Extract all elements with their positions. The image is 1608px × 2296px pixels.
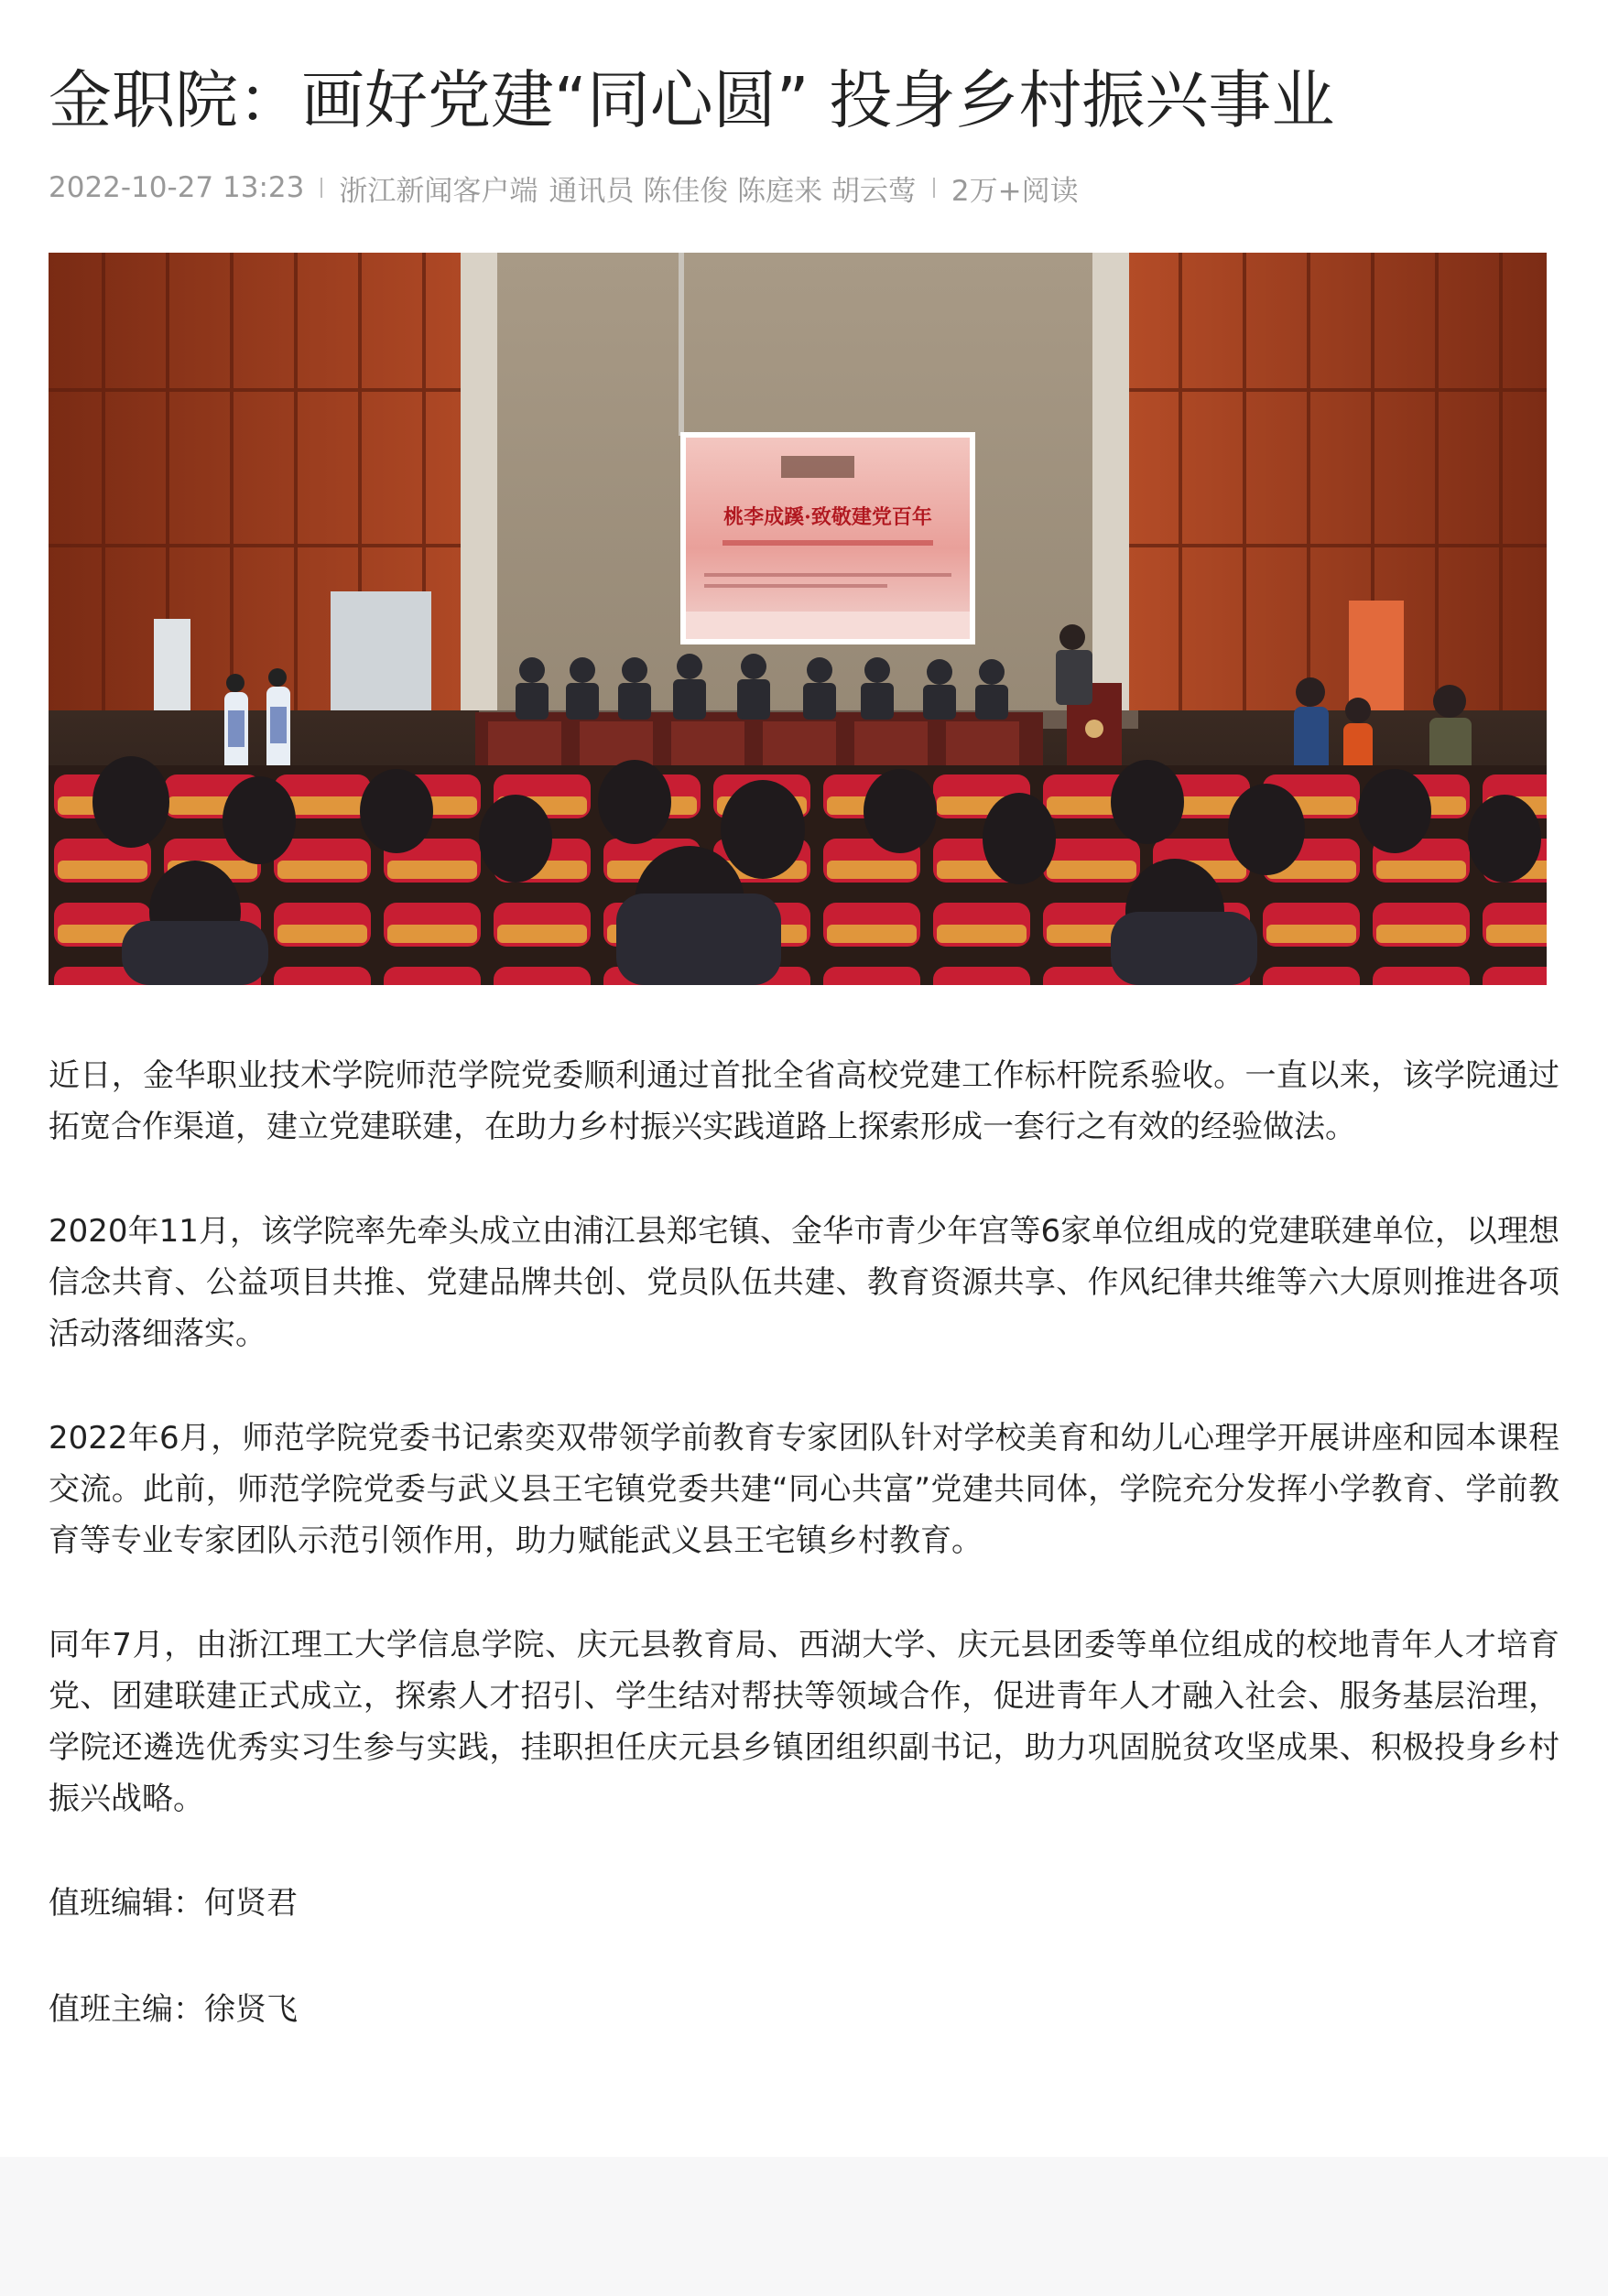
article-paragraph: 同年7月，由浙江理工大学信息学院、庆元县教育局、西湖大学、庆元县团委等单位组成的校地青年人才培育党、团建联建正式成立，探索人才招引、学生结对帮扶等领域合作，促进青年人才融入社会、服务基层治理，学院还遴选优秀实习生参与实践，挂职担任庆元县乡镇团组织副书记，助力巩固脱贫攻坚成果、积极投身乡村振兴战略。 [49, 1627, 1559, 1817]
conference-hall-photo [49, 253, 1547, 985]
article-source: 浙江新闻客户端 [339, 174, 538, 208]
article-paragraph: 2022年6月，师范学院党委书记索奕双带领学前教育专家团队针对学校美育和幼儿心理学开展讲座和园本课程交流。此前，师范学院党委与武义县王宅镇党委共建“同心共富”党建共同体，学院充分发挥小学教育、学前教育等专业专家团队示范引领作用，助力赋能武义县王宅镇乡村教育。 [49, 1420, 1559, 1559]
footer-band [0, 2157, 1608, 2296]
article-correspondents: 通讯员 陈佳俊 陈庭来 胡云莺 [549, 174, 917, 208]
screen-title: 桃李成蹊·致敬建党百年 [723, 505, 932, 529]
duty-editor: 值班编辑：何贤君 [49, 1885, 298, 1922]
publish-datetime: 2022-10-27 13:23 [49, 171, 305, 204]
article-meta [49, 165, 1079, 211]
article-paragraph: 近日，金华职业技术学院师范学院党委顺利通过首批全省高校党建工作标杆院系验收。一直以来，该学院通过拓宽合作渠道，建立党建联建，在助力乡村振兴实践道路上探索形成一套行之有效的经验做法。 [49, 1057, 1559, 1145]
meta-divider [321, 178, 322, 198]
article-body [49, 1050, 1559, 2090]
read-count: 2万+阅读 [951, 174, 1079, 208]
article-photo[interactable] [49, 253, 1547, 985]
duty-chief-editor: 值班主编：徐贤飞 [49, 1991, 298, 2028]
article-title: 金职院：画好党建“同心圆” 投身乡村振兴事业 [49, 64, 1335, 137]
meta-divider [933, 178, 935, 198]
article-paragraph: 2020年11月，该学院率先牵头成立由浦江县郑宅镇、金华市青少年宫等6家单位组成的党建联建单位，以理想信念共育、公益项目共推、党建品牌共创、党员队伍共建、教育资源共享、作风纪律共维等六大原则推进各项活动落细落实。 [49, 1213, 1559, 1352]
